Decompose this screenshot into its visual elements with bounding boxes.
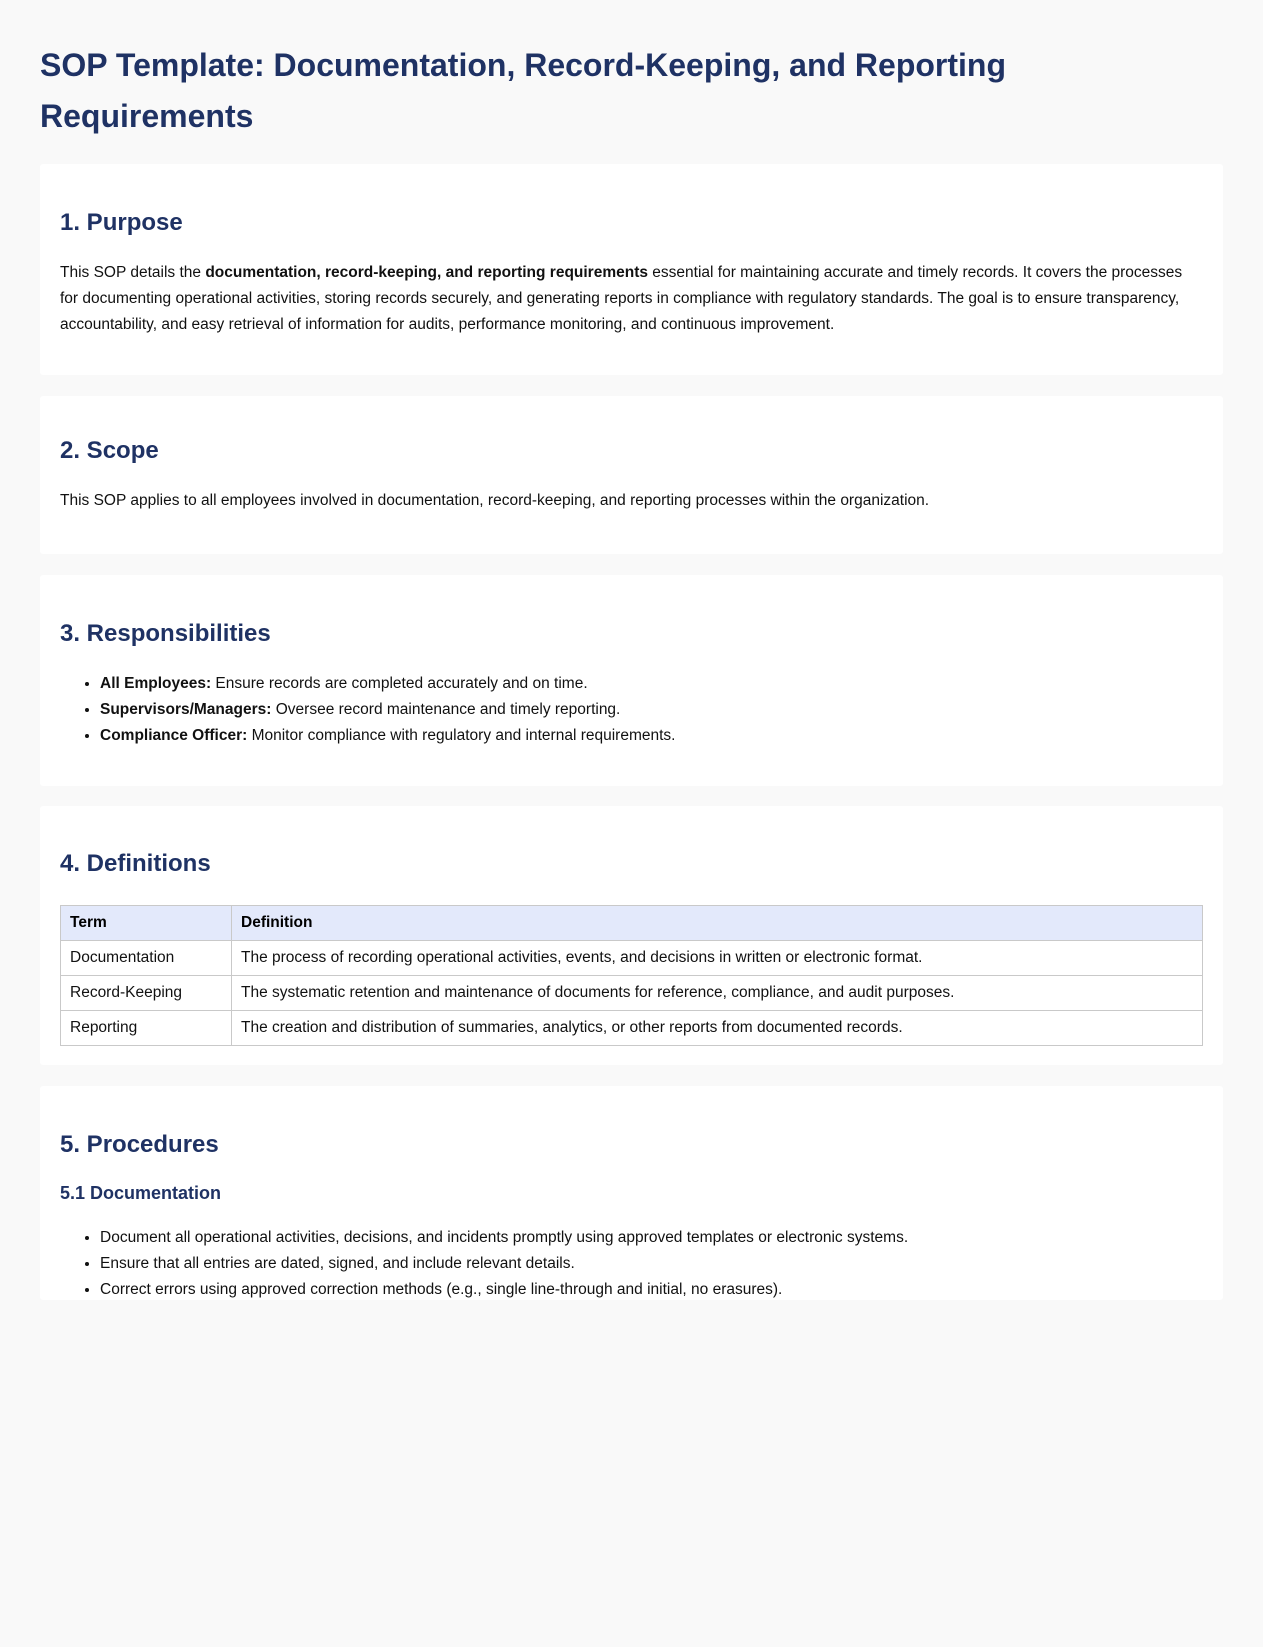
role-description: Oversee record maintenance and timely reporting.: [271, 701, 621, 718]
role-label: Supervisors/Managers:: [100, 701, 272, 718]
role-description: Ensure records are completed accurately and on time.: [211, 675, 588, 692]
definitions-section: [40, 806, 1223, 1065]
term-cell: Record-Keeping: [61, 976, 232, 1011]
scope-heading: 2. Scope: [60, 437, 159, 464]
role-description: Monitor compliance with regulatory and internal requirements.: [247, 727, 676, 744]
purpose-text-intro: This SOP details the: [60, 264, 206, 281]
role-label: All Employees:: [100, 675, 212, 692]
list-item: • Document all operational activities, decisions, and incidents promptly using approved templates or electronic systems.: [100, 1225, 1203, 1251]
definition-cell: The systematic retention and maintenance of documents for reference, compliance, and audit purposes.: [232, 976, 1203, 1011]
definition-cell: The process of recording operational activities, events, and decisions in written or electronic format.: [232, 941, 1203, 976]
term-cell: Documentation: [61, 941, 232, 976]
document-title: SOP Template: Documentation, Record-Keeping, and Reporting Requirements: [40, 47, 1007, 134]
list-item: [100, 723, 1203, 749]
procedures-heading: 5. Procedures: [60, 1131, 219, 1158]
purpose-text-emphasis: documentation, record-keeping, and reporting requirements: [205, 264, 648, 281]
definitions-table: [60, 905, 1203, 1046]
role-label: Compliance Officer:: [100, 727, 248, 744]
procedures-list: [60, 1225, 1203, 1300]
scope-section: [40, 396, 1223, 554]
purpose-heading: 1. Purpose: [60, 209, 183, 236]
term-cell: Reporting: [61, 1011, 232, 1046]
responsibilities-list: [60, 671, 1203, 749]
procedures-subheading: 5.1 Documentation: [60, 1183, 222, 1203]
list-item: • Ensure that all entries are dated, signed, and include relevant details.: [100, 1251, 1203, 1277]
definition-cell: The creation and distribution of summaries, analytics, or other reports from documented records.: [232, 1011, 1203, 1046]
purpose-text-rest: essential for maintaining accurate and timely records. It covers the processes for documenting operational activities, storing records securely, and generating reports in compliance with regulatory standards. The goal is to ensure transparency, accountability, and easy retrieval of information for audits, performance monitoring, and continuous improvement.: [60, 264, 1183, 333]
responsibilities-section: [40, 575, 1223, 786]
list-item: • Correct errors using approved correction methods (e.g., single line-through and initial, no erasures).: [100, 1277, 1203, 1300]
list-item: [100, 697, 1203, 723]
responsibilities-heading: 3. Responsibilities: [60, 620, 271, 647]
column-header-term: Term: [61, 906, 232, 941]
procedures-section: [40, 1086, 1223, 1300]
table-row: [61, 976, 1203, 1011]
purpose-text: [60, 260, 1203, 338]
table-row: [61, 1011, 1203, 1046]
definitions-heading: 4. Definitions: [60, 850, 211, 877]
table-row: [61, 941, 1203, 976]
column-header-definition: Definition: [232, 906, 1203, 941]
table-header-row: [61, 906, 1203, 941]
list-item: [100, 671, 1203, 697]
purpose-section: [40, 164, 1223, 375]
scope-text: This SOP applies to all employees involved in documentation, record-keeping, and reporting processes within the organization.: [60, 492, 930, 509]
